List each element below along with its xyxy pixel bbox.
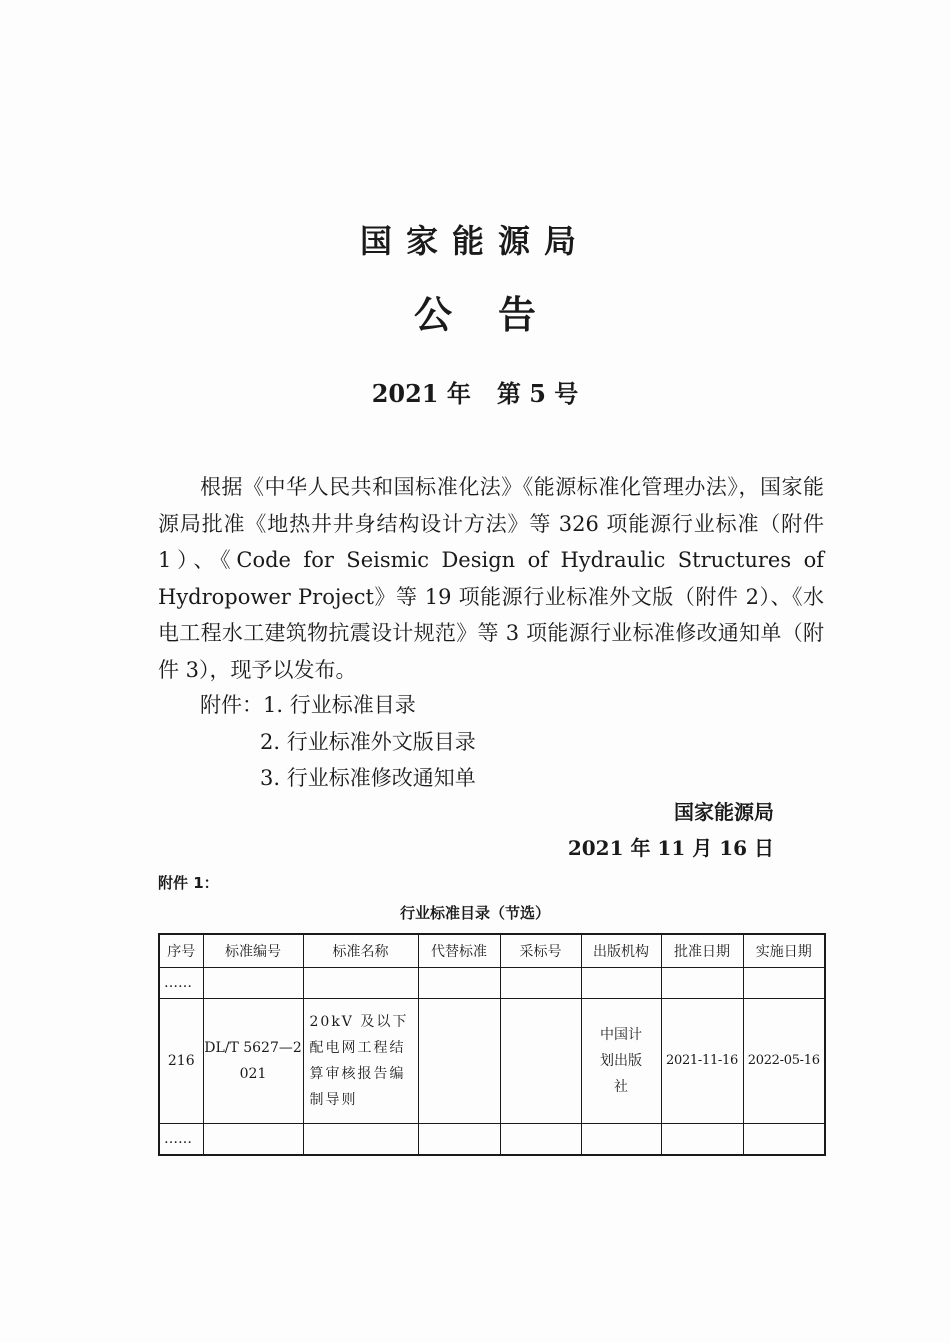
publisher-cell: 中国计划出版社 <box>581 999 661 1124</box>
signature-organization: 国家能源局 <box>674 800 774 824</box>
ellipsis-cell: …… <box>159 968 203 999</box>
standard-name-cell: 20kV 及以下配电网工程结算审核报告编制导则 <box>303 999 418 1124</box>
column-header: 批准日期 <box>661 934 743 968</box>
column-header: 标准编号 <box>203 934 303 968</box>
approval-date-cell: 2021-11-16 <box>661 999 743 1124</box>
column-header: 实施日期 <box>743 934 825 968</box>
document-type-heading: 公告 <box>413 293 582 337</box>
table-row <box>159 999 825 1124</box>
attachment-list <box>200 687 476 797</box>
document-serial: 第 5 号 <box>496 379 579 408</box>
appendix-label: 附件 1： <box>158 874 219 892</box>
column-header: 代替标准 <box>418 934 500 968</box>
document-number <box>0 374 950 409</box>
replaces-cell <box>418 999 500 1124</box>
document-year: 2021 年 <box>371 379 471 408</box>
adopted-cell <box>500 999 581 1124</box>
signature-date: 2021 年 11 月 16 日 <box>567 836 774 860</box>
table-row-ellipsis <box>159 968 825 999</box>
issuing-organization-title: 国家能源局 <box>359 222 590 260</box>
seq-cell: 216 <box>159 999 203 1124</box>
column-header: 序号 <box>159 934 203 968</box>
attachment-item-3: 3. 行业标准修改通知单 <box>260 766 476 790</box>
standard-code-cell: DL/T 5627—2021 <box>203 999 303 1124</box>
table-title: 行业标准目录（节选） <box>399 904 550 922</box>
attachment-item-1: 附件：1. 行业标准目录 <box>200 693 416 717</box>
attachment-item-2: 2. 行业标准外文版目录 <box>260 729 476 754</box>
ellipsis-cell: …… <box>159 1124 203 1156</box>
announcement-paragraph: 根据《中华人民共和国标准化法》《能源标准化管理办法》，国家能源局批准《地热井井身结构设计方法》等 326 项能源行业标准（附件 1）、《Code for Seismic Design of Hydraulic Structures of Hydropower Project》等 19 项能源行业标准外文版（附件 2）、《水电工程水工建筑物抗震设计规范》等 3 项能源行业标准修改通知单（附件 3），现予以发布。 <box>158 475 824 682</box>
effective-date-cell: 2022-05-16 <box>743 999 825 1124</box>
column-header: 标准名称 <box>303 934 418 968</box>
table-header-row <box>159 934 825 968</box>
standards-table <box>158 933 826 1156</box>
column-header: 出版机构 <box>581 934 661 968</box>
table-row-ellipsis <box>159 1124 825 1156</box>
column-header: 采标号 <box>500 934 581 968</box>
